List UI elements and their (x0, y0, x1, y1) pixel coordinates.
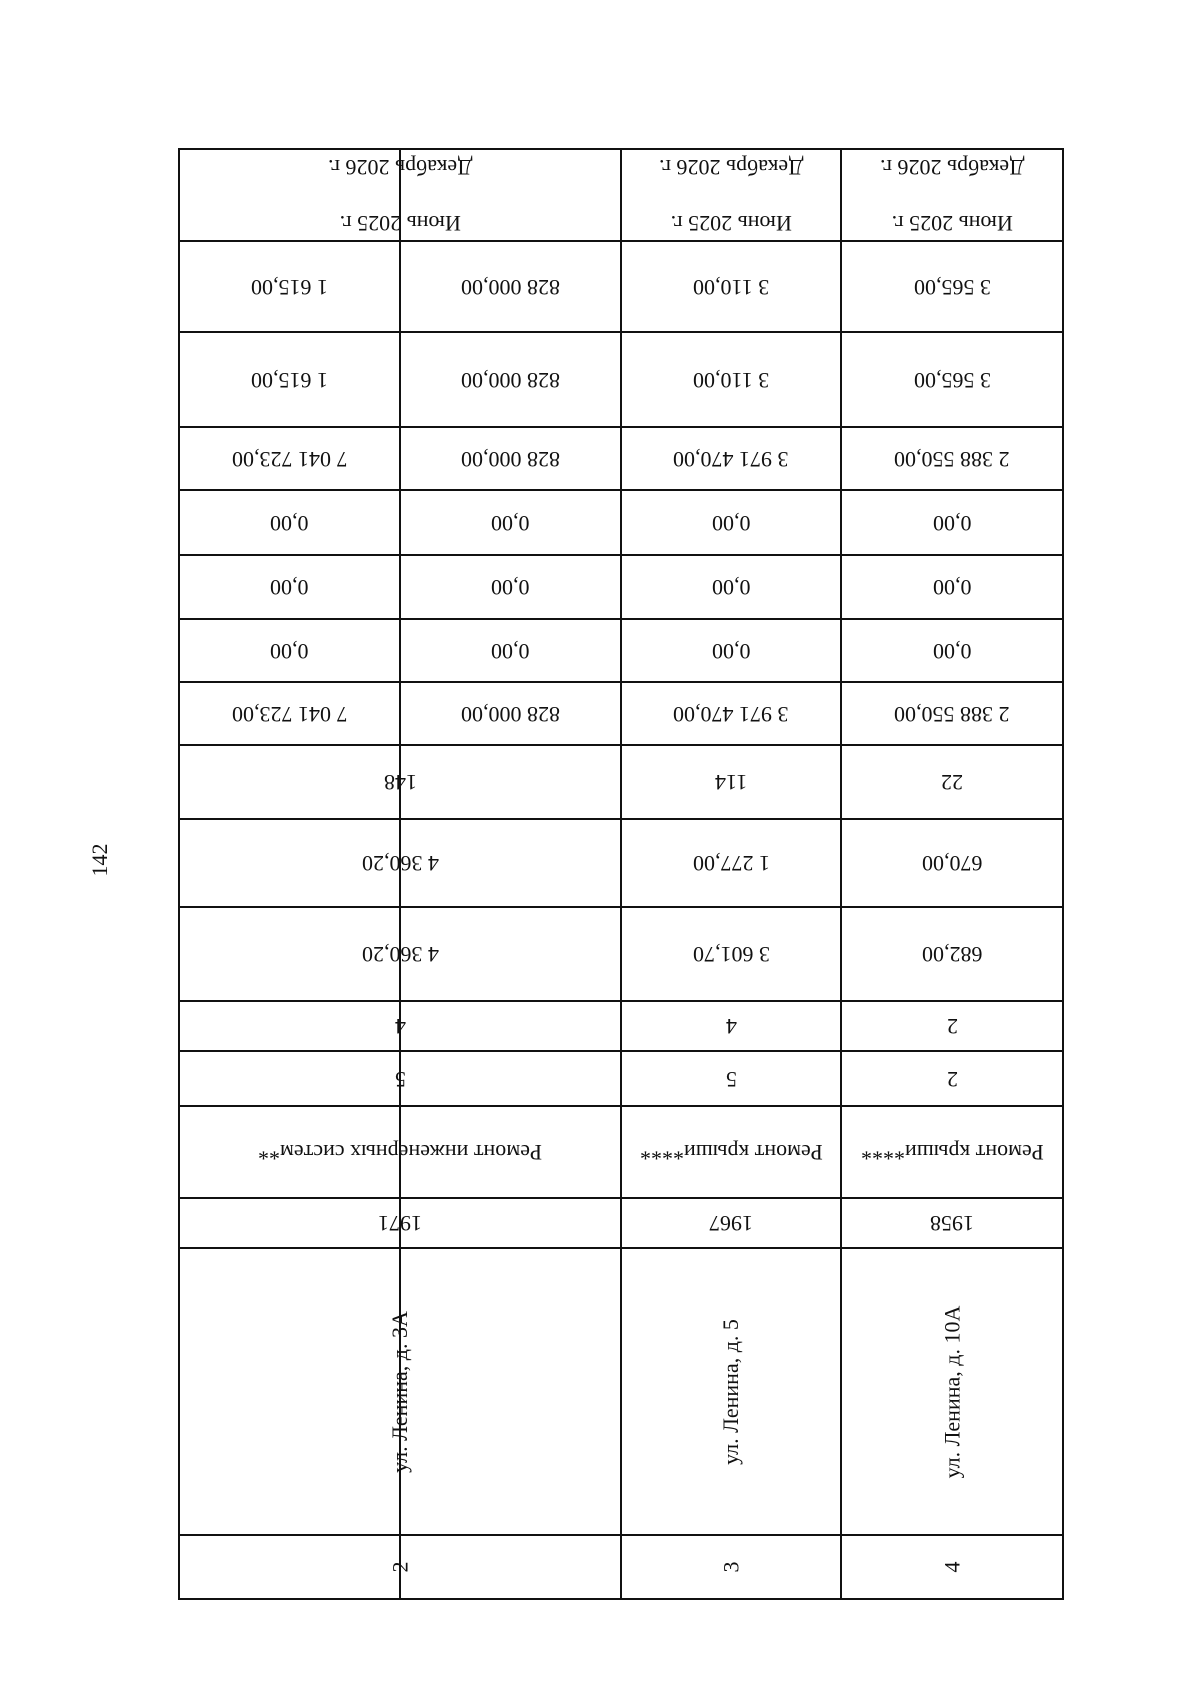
row3-c16: 3 110,00 (692, 274, 770, 300)
row2-c6: 4 (394, 1014, 406, 1039)
row3-c9: 114 (714, 770, 748, 795)
row3-number: 3 (718, 1561, 743, 1573)
row4-c6: 2 (946, 1014, 958, 1039)
row4-work: Ремонт крыши**** (860, 1140, 1044, 1165)
row4-c16: 3 565,00 (913, 274, 991, 300)
row2-c11-a: 0,00 (270, 638, 309, 664)
row2-number: 2 (387, 1561, 412, 1573)
row3-c8: 1 277,00 (692, 851, 770, 876)
row2-c13-b: 0,00 (491, 510, 530, 536)
row3-period: Июнь 2025 г. Декабрь 2026 г. (658, 155, 804, 236)
row4-c5: 2 (946, 1066, 958, 1092)
row4-c10: 2 388 550,00 (894, 701, 1010, 727)
row4-year: 1958 (930, 1211, 974, 1236)
row4-c7: 682,00 (921, 942, 983, 967)
row2-c15-b: 828 000,00 (461, 367, 560, 393)
row3-c7: 3 601,70 (692, 942, 770, 967)
row2-c9: 148 (383, 770, 417, 795)
row3-c10: 3 971 470,00 (673, 701, 789, 727)
row3-c15: 3 110,00 (692, 367, 770, 393)
row4-c9: 22 (941, 770, 963, 795)
page-number: 142 (87, 843, 112, 877)
row4-c12: 0,00 (932, 575, 972, 600)
row2-work: Ремонт инженерных систем** (258, 1140, 542, 1165)
row3-c12: 0,00 (711, 575, 751, 600)
row2-c5: 5 (394, 1066, 406, 1092)
row2-address: ул. Ленина, д. 3А (387, 1311, 412, 1473)
row3-year: 1967 (709, 1211, 753, 1236)
row4-period: Июнь 2025 г. Декабрь 2026 г. (879, 155, 1025, 236)
row4-c14: 2 388 550,00 (894, 446, 1010, 472)
row2-c14-a: 7 041 723,00 (231, 446, 348, 472)
row4-address: ул. Ленина, д. 10А (939, 1305, 964, 1479)
row4-number: 4 (939, 1561, 964, 1573)
row2-c10-b: 828 000,00 (461, 701, 560, 727)
row2-c12-b: 0,00 (491, 575, 530, 600)
row2-c11-b: 0,00 (491, 638, 530, 664)
row2-c10-a: 7 041 723,00 (231, 701, 348, 727)
row3-c5: 5 (725, 1066, 737, 1092)
row2-year: 1971 (378, 1211, 422, 1236)
row2-c8: 4 360,20 (361, 851, 439, 876)
row4-c15: 3 565,00 (913, 367, 991, 393)
row2-c14-b: 828 000,00 (461, 446, 560, 472)
row3-c11: 0,00 (711, 638, 751, 664)
row3-c14: 3 971 470,00 (673, 446, 789, 472)
row3-address: ул. Ленина, д. 5 (717, 1319, 743, 1465)
row3-work: Ремонт крыши**** (639, 1140, 823, 1165)
row2-c16-a: 1 615,00 (251, 274, 328, 300)
row2-c13-a: 0,00 (270, 510, 309, 536)
row2-period: Июнь 2025 г. Декабрь 2026 г. (327, 155, 473, 236)
row4-c13: 0,00 (932, 510, 972, 536)
row4-c8: 670,00 (921, 851, 983, 876)
row3-c13: 0,00 (711, 510, 751, 536)
row4-c11: 0,00 (932, 638, 972, 664)
row2-c15-a: 1 615,00 (251, 367, 328, 393)
row2-c16-b: 828 000,00 (461, 274, 560, 300)
row2-c7: 4 360,20 (361, 942, 439, 967)
row2-c12-a: 0,00 (270, 575, 309, 600)
row3-c6: 4 (725, 1014, 737, 1039)
